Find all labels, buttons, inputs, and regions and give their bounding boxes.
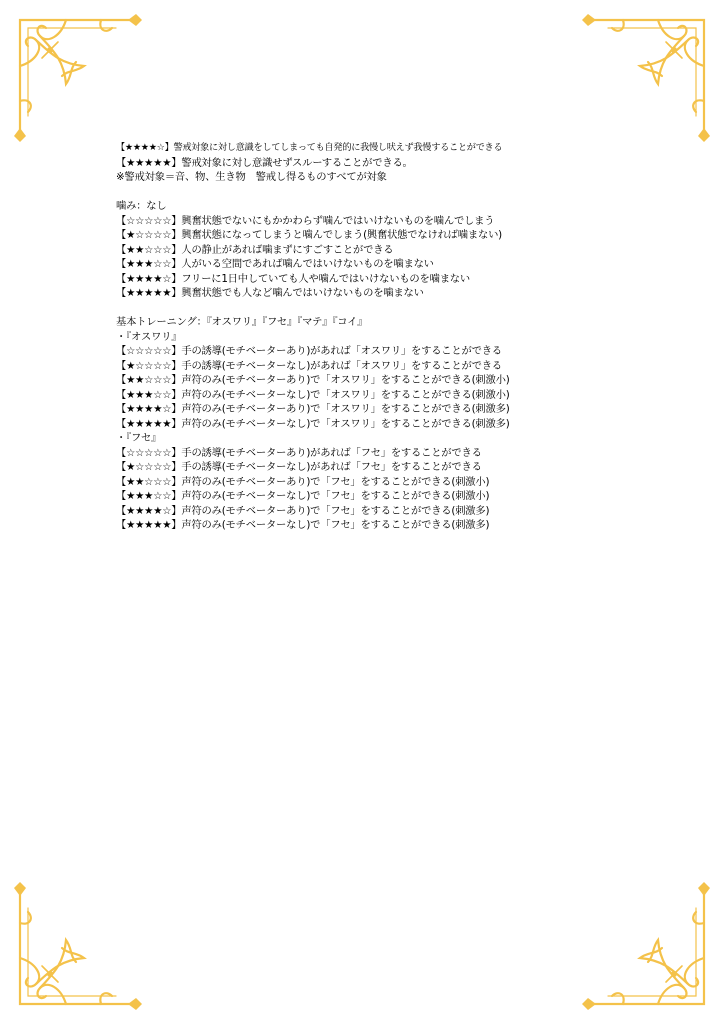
alert-level-5-line: 【★★★★★】警戒対象に対し意識せずスルーすることができる。 xyxy=(116,156,413,169)
osuwari-level-1-line: 【★☆☆☆☆】手の誘導(モチベーターなし)があれば「オスワリ」をすることができる xyxy=(116,359,502,372)
osuwari-level-3-line: 【★★★☆☆】声符のみ(モチベーターなし)で「オスワリ」をすることができる(刺激小) xyxy=(116,388,510,401)
bite-level-1-line: 【★☆☆☆☆】興奮状態になってしまうと噛んでしまう(興奮状態でなければ噛まない) xyxy=(116,229,502,241)
bite-heading: 噛み：なし xyxy=(116,200,167,212)
bite-level-4-line: 【★★★★☆】フリーに1日中していても人や噛んではいけないものを噛まない xyxy=(116,272,470,285)
fuse-level-4-line: 【★★★★☆】声符のみ(モチベーターあり)で「フセ」をすることができる(刺激多) xyxy=(116,504,490,517)
fuse-subheading: ・『フセ』 xyxy=(116,432,162,444)
fuse-level-2-line: 【★★☆☆☆】声符のみ(モチベーターあり)で「フセ」をすることができる(刺激小) xyxy=(116,475,490,488)
corner-ornament-bottom-left-icon xyxy=(6,878,146,1018)
corner-ornament-top-left-icon xyxy=(6,6,146,146)
bite-level-3-line: 【★★★☆☆】人がいる空間であれば噛んではいけないものを噛まない xyxy=(116,258,434,270)
alert-section xyxy=(116,141,716,185)
osuwari-level-5-line: 【★★★★★】声符のみ(モチベーターなし)で「オスワリ」をすることができる(刺激多) xyxy=(116,417,510,430)
training-heading: 基本トレーニング：『オスワリ』『フセ』『マテ』『コイ』 xyxy=(116,316,368,328)
fuse-level-0-line: 【☆☆☆☆☆】手の誘導(モチベーターあり)があれば「フセ」をすることができる xyxy=(116,446,482,459)
bite-level-0-line: 【☆☆☆☆☆】興奮状態でないにもかかわらず噛んではいけないものを噛んでしまう xyxy=(116,214,495,227)
osuwari-subheading: ・『オスワリ』 xyxy=(116,330,182,343)
fuse-level-1-line: 【★☆☆☆☆】手の誘導(モチベーターなし)があれば「フセ」をすることができる xyxy=(116,461,482,473)
bite-level-2-line: 【★★☆☆☆】人の静止があれば噛まずにすごすことができる xyxy=(116,243,394,256)
document-body xyxy=(116,141,716,533)
osuwari-level-2-line: 【★★☆☆☆】声符のみ(モチベーターあり)で「オスワリ」をすることができる(刺激小) xyxy=(116,374,510,386)
osuwari-level-0-line: 【☆☆☆☆☆】手の誘導(モチベーターあり)があれば「オスワリ」をすることができる xyxy=(116,345,502,357)
osuwari-level-4-line: 【★★★★☆】声符のみ(モチベーターあり)で「オスワリ」をすることができる(刺激多) xyxy=(116,403,510,415)
fuse-level-5-line: 【★★★★★】声符のみ(モチベーターなし)で「フセ」をすることができる(刺激多) xyxy=(116,519,490,531)
fuse-level-3-line: 【★★★☆☆】声符のみ(モチベーターなし)で「フセ」をすることができる(刺激小) xyxy=(116,490,490,502)
alert-note-line: ※警戒対象＝音、物、生き物 警戒し得るものすべてが対象 xyxy=(116,171,387,183)
corner-ornament-bottom-right-icon xyxy=(578,878,718,1018)
training-section xyxy=(116,315,716,533)
bite-level-5-line: 【★★★★★】興奮状態でも人など噛んではいけないものを噛まない xyxy=(116,287,424,299)
corner-ornament-top-right-icon xyxy=(578,6,718,146)
bite-section xyxy=(116,199,716,301)
alert-level-4-line: 【★★★★☆】警戒対象に対し意識をしてしまっても自発的に我慢し吠えず我慢することができる xyxy=(116,142,503,153)
